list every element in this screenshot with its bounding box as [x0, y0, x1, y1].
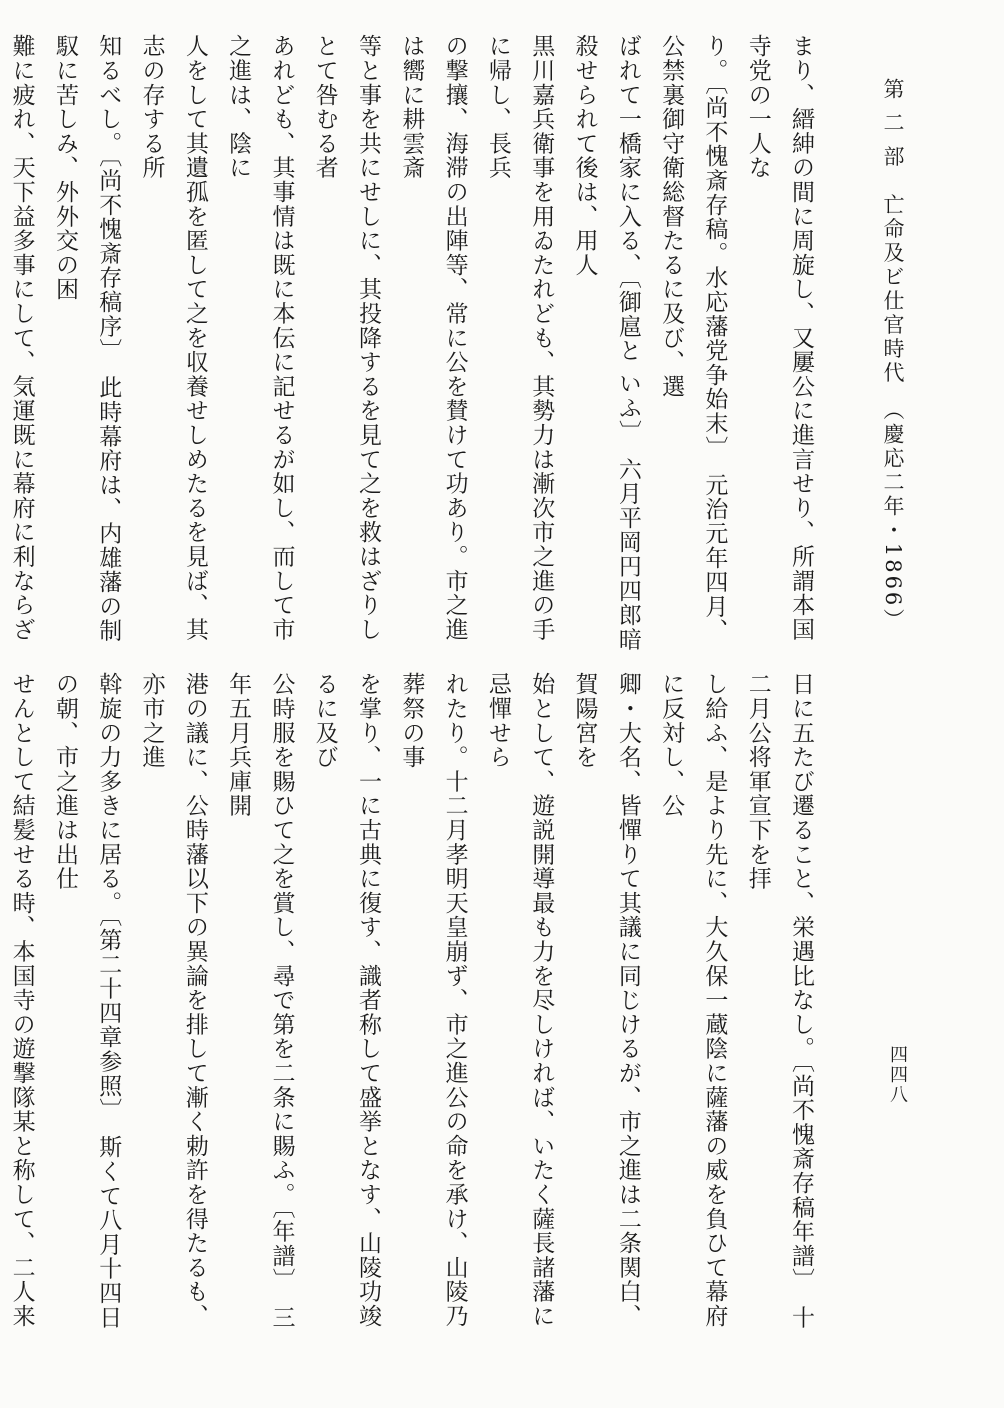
text-column: 難に疲れ、天下益多事にして、気運既に幕府に利ならざ	[8, 34, 35, 642]
text-column: せんとして結髪せる時、本国寺の遊撃隊某と称して、二人来	[8, 672, 35, 1329]
text-column: 始として、遊説開導最も力を尽しければ、いたく薩長諸藩に忌憚せら	[484, 672, 555, 1329]
upper-text-block	[8, 34, 822, 652]
text-column: り。〔尚不愧斎存稿。水応藩党争始末〕 元治元年四月、公禁裏御守衛総督たるに及び、選	[658, 34, 728, 643]
text-column: 斡旋の力多きに居る。〔第二十四章参照〕 斯くて八月十四日の朝、市之進は出仕	[51, 672, 122, 1330]
text-column: し給ふ、是より先に、大久保一蔵陰に薩藩の威を負ひて幕府に反対し、公	[658, 672, 728, 1329]
text-column: 卿・大名、皆憚りて其議に同じけるが、市之進は二条関白、賀陽宮を	[571, 672, 641, 1329]
text-column: れたり。十二月孝明天皇崩ず、市之進公の命を承け、山陵乃葬祭の事	[398, 672, 468, 1329]
text-column: 知るべし。〔尚不愧斎存稿序〕 此時幕府は、内雄藩の制馭に苦しみ、外外交の困	[51, 34, 122, 643]
text-column: ばれて一橋家に入る、〔御扈と いふ〕 六月平岡円四郎暗殺せられて後は、用人	[571, 34, 641, 652]
text-column: 人をして其遺孤を匿して之を収養せしめたるを見ば、其志の存する所	[138, 34, 208, 642]
text-column: 黒川嘉兵衛事を用ゐたれども、其勢力は漸次市之進の手に帰し、長兵	[484, 34, 555, 642]
text-column: を掌り、一に古典に復す、識者称して盛挙となす、山陵功竣るに及び	[311, 672, 382, 1329]
text-column: 港の議に、公時藩以下の異論を排して漸く勅許を得たるも、亦市之進	[138, 672, 208, 1329]
text-column: 日に五たび遷ること、栄遇比なし。〔尚不愧斎存稿年譜〕 十二月公将軍宣下を拝	[744, 672, 814, 1330]
text-column: 公時服を賜ひて之を賞し、尋で第を二条に賜ふ。〔年譜〕 三年五月兵庫開	[225, 672, 295, 1330]
text-column: の撃攘、海滞の出陣等、常に公を賛けて功あり。市之進は嚮に耕雲斎	[398, 34, 468, 642]
running-header: 第 二 部 亡命及ビ仕官時代 （慶応二年・1866）	[881, 78, 905, 633]
text-column: あれども、其事情は既に本伝に記せるが如し、而して市之進は、陰に	[225, 34, 295, 642]
text-column: 等と事を共にせしに、其投降するを見て之を救はざりしとて咎むる者	[311, 34, 382, 642]
text-column: まり、縉紳の間に周旋し、又屢公に進言せり、所謂本国寺党の一人な	[744, 34, 814, 642]
lower-text-block	[8, 672, 822, 1342]
page-number: 四四八	[887, 1045, 908, 1105]
